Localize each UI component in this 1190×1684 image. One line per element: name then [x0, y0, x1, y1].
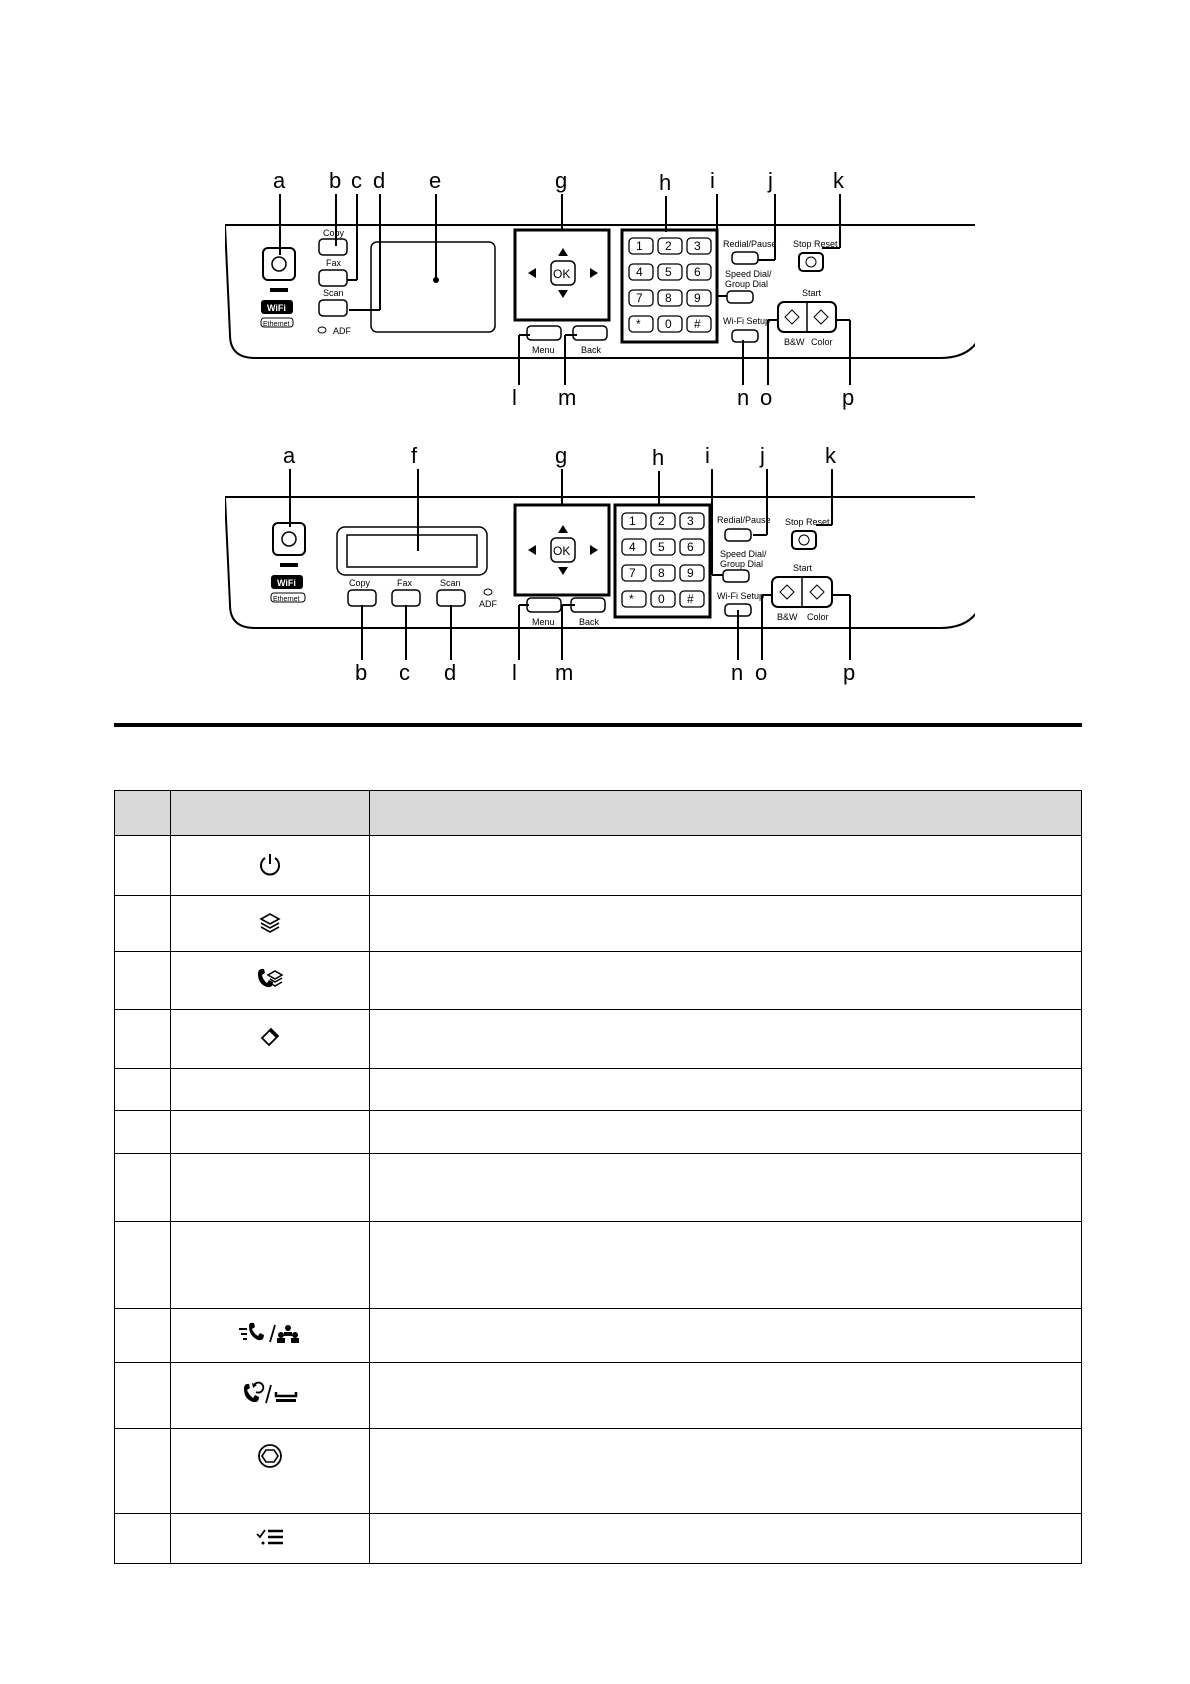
table-row: [115, 1514, 1082, 1564]
ok-label: OK: [553, 267, 571, 281]
callout-i: i: [705, 443, 710, 468]
up-arrow-icon[interactable]: [558, 525, 568, 533]
callout-a: a: [283, 443, 296, 468]
control-panel-diagram-top: [225, 160, 975, 420]
callout-h: h: [652, 445, 665, 470]
redial-label: Redial/Pause: [717, 515, 771, 525]
keypad-key-label: 0: [665, 317, 672, 331]
keypad-key-label: 4: [636, 265, 643, 279]
wifi-led: [280, 563, 298, 567]
color-label: Color: [811, 337, 833, 347]
callout-m: m: [558, 385, 577, 410]
copy-label: Copy: [323, 228, 345, 238]
callout-g: g: [555, 168, 568, 193]
wifi-logo-text: WiFi: [277, 578, 296, 588]
callout-j: j: [768, 168, 773, 193]
callout-d: d: [373, 168, 386, 193]
menu-button[interactable]: [527, 326, 561, 340]
start-color-button[interactable]: [814, 310, 828, 324]
keypad-key-*[interactable]: [622, 591, 646, 607]
scan-label: Scan: [440, 578, 461, 588]
copy-label: Copy: [349, 578, 371, 588]
menu-label: Menu: [532, 617, 555, 627]
callout-p: p: [842, 385, 855, 410]
callout-a: a: [273, 168, 286, 193]
ok-label: OK: [553, 544, 571, 558]
table-row: [115, 1111, 1082, 1154]
table-row: [115, 1363, 1082, 1429]
back-button[interactable]: [571, 598, 605, 612]
menu-icon: [171, 1514, 370, 1564]
stop-reset-label: Stop Reset: [793, 239, 838, 249]
speed-dial-label-2: Group Dial: [725, 279, 769, 289]
back-label: Back: [579, 617, 600, 627]
keypad-key-label: 8: [658, 566, 665, 580]
keypad-key-label: 3: [687, 514, 694, 528]
redial-pause-icon: [171, 1363, 370, 1429]
table-row: [115, 1010, 1082, 1069]
redial-pause-button[interactable]: [732, 252, 758, 264]
start-label: Start: [793, 563, 813, 573]
keypad-key-label: 3: [694, 239, 701, 253]
keypad-key-label: 4: [629, 540, 636, 554]
keypad-key-label: 2: [665, 239, 672, 253]
numeric-keypad: [622, 513, 704, 607]
color-label: Color: [807, 612, 829, 622]
fax-button[interactable]: [392, 590, 420, 606]
callout-g: g: [555, 443, 568, 468]
callout-j: j: [760, 443, 765, 468]
table-row: [115, 1069, 1082, 1111]
header-cell: [115, 791, 171, 836]
keypad-key-label: 2: [658, 514, 665, 528]
callout-l: l: [512, 385, 517, 410]
keypad-key-label: 7: [629, 566, 636, 580]
wifi-setup-label: Wi-Fi Setup: [717, 591, 765, 601]
callout-c: c: [351, 168, 362, 193]
keypad-key-label: 9: [694, 291, 701, 305]
numeric-keypad: [629, 238, 711, 332]
keypad-key-label: 7: [636, 291, 643, 305]
table-row: [115, 836, 1082, 896]
ethernet-logo-text: Ethernet: [263, 321, 290, 328]
down-arrow-icon[interactable]: [558, 290, 568, 298]
table-row: [115, 1154, 1082, 1222]
callout-l: l: [512, 660, 517, 685]
scan-button[interactable]: [319, 300, 347, 316]
callout-f: f: [411, 443, 418, 468]
lcd-screen: [347, 535, 477, 567]
copy-button[interactable]: [319, 239, 347, 255]
stop-button[interactable]: [799, 253, 823, 271]
speed-dial-button[interactable]: [723, 570, 749, 582]
right-arrow-icon[interactable]: [590, 545, 598, 555]
keypad-key-*[interactable]: [629, 316, 653, 332]
stop-icon: [806, 257, 816, 267]
ethernet-logo-text: Ethernet: [273, 596, 300, 603]
power-icon: [171, 836, 370, 896]
button-reference-table: [114, 790, 1082, 1564]
callout-o: o: [755, 660, 768, 685]
callout-o: o: [760, 385, 773, 410]
copy-button[interactable]: [348, 590, 376, 606]
scan-button[interactable]: [437, 590, 465, 606]
table-header-row: [115, 791, 1082, 836]
keypad-key-label: 6: [687, 540, 694, 554]
header-cell: [370, 791, 1082, 836]
up-arrow-icon[interactable]: [558, 248, 568, 256]
callout-n: n: [737, 385, 750, 410]
callout-m: m: [555, 660, 574, 685]
speed-dial-button[interactable]: [727, 291, 753, 303]
stop-button[interactable]: [792, 531, 816, 549]
table-row: [115, 952, 1082, 1010]
scan-label: Scan: [323, 288, 344, 298]
callout-b: b: [329, 168, 342, 193]
speed-dial-label-1: Speed Dial/: [725, 269, 772, 279]
control-panel-lcd-model: [225, 160, 975, 420]
keypad-key-label: 1: [629, 514, 636, 528]
callout-c: c: [399, 660, 410, 685]
back-button[interactable]: [573, 326, 607, 340]
callout-k: k: [825, 443, 836, 468]
keypad-key-label: #: [687, 592, 694, 606]
fax-icon: [171, 952, 370, 1010]
table-row: [115, 896, 1082, 952]
power-button[interactable]: [273, 523, 305, 555]
lcd-screen: [371, 242, 495, 332]
keypad-key-label: *: [629, 592, 634, 606]
adf-led: [318, 327, 326, 333]
keypad-key-label: 5: [665, 265, 672, 279]
leader-lines: [280, 194, 850, 385]
callout-k: k: [833, 168, 844, 193]
callout-n: n: [731, 660, 744, 685]
stop-icon: [171, 1429, 370, 1514]
control-panel-diagram-bottom: [225, 435, 975, 695]
table-row: [115, 1429, 1082, 1514]
bw-label: B&W: [784, 337, 805, 347]
stop-icon: [799, 535, 809, 545]
callout-h: h: [659, 170, 672, 195]
down-arrow-icon[interactable]: [558, 567, 568, 575]
power-icon: [272, 257, 286, 271]
callout-i: i: [710, 168, 715, 193]
wifi-setup-button[interactable]: [732, 330, 758, 342]
lcd-frame: [337, 527, 487, 575]
wifi-setup-label: Wi-Fi Setup: [723, 316, 771, 326]
adf-led: [484, 589, 492, 595]
fax-label: Fax: [397, 578, 413, 588]
left-arrow-icon[interactable]: [528, 545, 536, 555]
keypad-key-label: #: [694, 317, 701, 331]
back-label: Back: [581, 345, 602, 355]
start-label: Start: [802, 288, 822, 298]
speed-dial-label-2: Group Dial: [720, 559, 764, 569]
left-arrow-icon[interactable]: [528, 268, 536, 278]
keypad-key-label: 6: [694, 265, 701, 279]
redial-label: Redial/Pause: [723, 239, 777, 249]
wifi-logo-text: WiFi: [267, 303, 286, 313]
keypad-key-label: 0: [658, 592, 665, 606]
callout-d: d: [444, 660, 457, 685]
start-bw-button[interactable]: [780, 585, 794, 599]
fax-button[interactable]: [319, 270, 347, 286]
stop-reset-label: Stop Reset: [785, 517, 830, 527]
speed-dial-label-1: Speed Dial/: [720, 549, 767, 559]
power-icon: [282, 532, 296, 546]
table-row: [115, 1222, 1082, 1309]
callout-e: e: [429, 168, 442, 193]
speed-dial-group-dial-icon: [171, 1309, 370, 1363]
copy-icon: [171, 896, 370, 952]
control-panel-text-model: [225, 435, 975, 695]
callout-dot-e: [433, 277, 439, 283]
adf-label: ADF: [333, 326, 351, 336]
right-arrow-icon[interactable]: [590, 268, 598, 278]
keypad-key-label: 8: [665, 291, 672, 305]
start-color-button[interactable]: [810, 585, 824, 599]
fax-label: Fax: [326, 258, 342, 268]
scan-icon: [171, 1010, 370, 1069]
bw-label: B&W: [777, 612, 798, 622]
keypad-key-label: *: [636, 317, 641, 331]
keypad-key-label: 1: [636, 239, 643, 253]
keypad-key-label: 9: [687, 566, 694, 580]
redial-pause-button[interactable]: [725, 529, 751, 541]
callout-p: p: [843, 660, 856, 685]
callout-b: b: [355, 660, 368, 685]
header-cell: [171, 791, 370, 836]
table-row: [115, 1309, 1082, 1363]
menu-button[interactable]: [527, 598, 561, 612]
menu-label: Menu: [532, 345, 555, 355]
start-bw-button[interactable]: [785, 310, 799, 324]
wifi-led: [270, 288, 288, 292]
adf-label: ADF: [479, 599, 497, 609]
keypad-key-label: 5: [658, 540, 665, 554]
section-divider: [114, 723, 1082, 727]
